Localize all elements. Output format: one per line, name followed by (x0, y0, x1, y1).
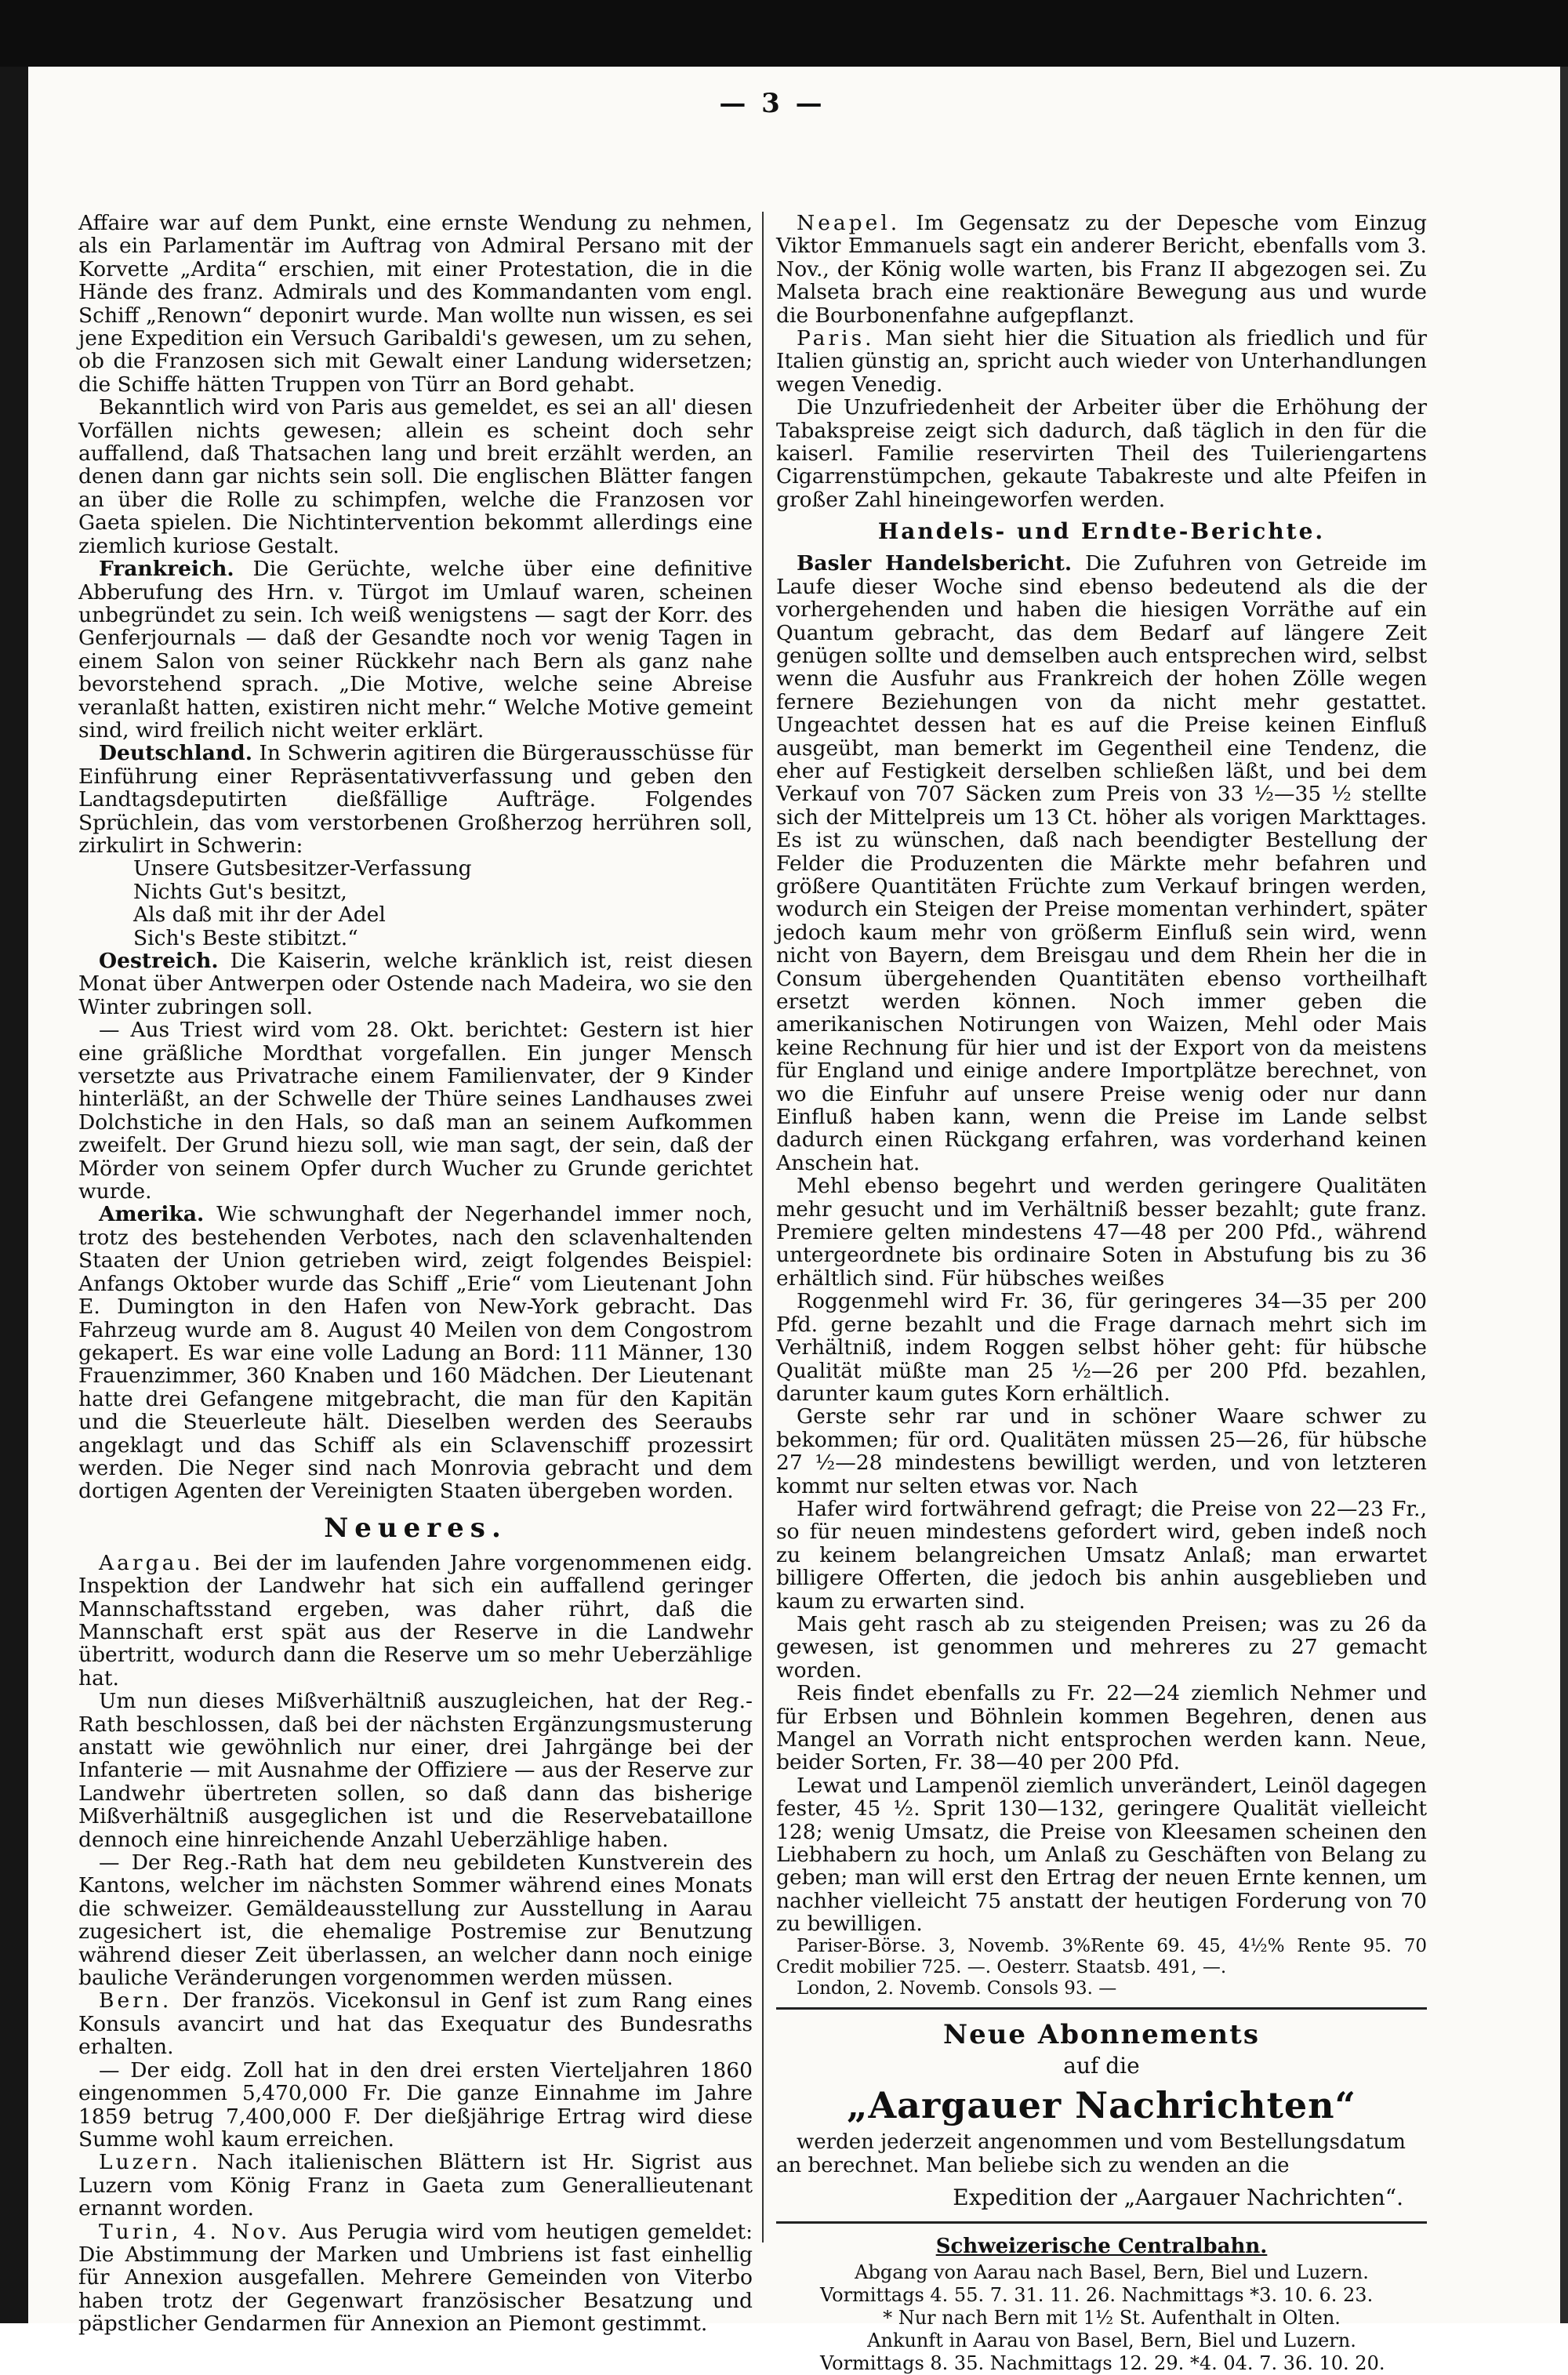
article-luzern (78, 2151, 753, 2220)
article-turin (78, 2221, 753, 2336)
article-basler (776, 552, 1427, 1175)
poem-line: Nichts Gut's besitzt, (133, 879, 347, 904)
article-paragraph: — Der Reg.-Rath hat dem neu gebildeten Kunstverein des Kantons, welcher im nächsten Sommer während eines Monats die schweizer. Gemäldeausstellung zur Ausstellung in Aarau zugesichert ist, die ehemalige Postremise zur Benutzung während dieser Zeit überlassen, an welcher dann noch einige bauliche Veränderungen vorgenommen werden müssen. (78, 1850, 753, 1991)
article-aargau (78, 1552, 753, 1690)
page-number: — 3 — (719, 88, 826, 119)
article-frankreich (78, 557, 753, 742)
article-paragraph: Um nun dieses Mißverhältniß auszugleichen, hat der Reg.-Rath beschlossen, daß bei der nächsten Ergänzungsmusterung anstatt wie gewöhnlich nur einer, drei Jahrgänge bei der Infanterie — mit Ausnahme der Offiziere — aus der Reserve zur Landwehr übertreten sollen, so daß dann das bisherige Mißverhältniß ausgeglichen ist und die Reservebataillone dennoch eine hinreichende Anzahl Ueberzählige haben. (78, 1689, 753, 1852)
poem-line: Unsere Gutsbesitzer-Verfassung (133, 856, 472, 881)
section-keyword: Oestreich. (99, 949, 219, 973)
article-paragraph: — Der eidg. Zoll hat in den drei ersten Vierteljahren 1860 eingenommen 5,470,000 Fr. Die ganze Einnahme im Jahre 1859 betrug 7,400,000 F. Der dießjährige Ertrag wird diese Summe wohl kaum erreichen. (78, 2057, 753, 2152)
section-keyword: Amerika. (99, 1202, 205, 1227)
market-report-gerste: Gerste sehr rar und in schöner Waare schwer zu bekommen; für ord. Qualitäten müssen 25—26, für hübsche 27 ½—28 mindestens bewilligt werden, und von letzteren kommt nur selten etwas vor. Nach (776, 1404, 1427, 1498)
article-paris (776, 327, 1427, 396)
article-text: Die Kaiserin, welche kränklich ist, reist diesen Monat über Antwerpen oder Ostende nach Madeira, wo sie den Winter zubringen soll. (78, 949, 753, 1019)
timetable-line: Vormittags 8. 35. Nachmittags 12. 29. *4. 04. 7. 36. 10. 20. (820, 2351, 1385, 2374)
article-deutschland (78, 742, 753, 857)
article-paragraph: Affaire war auf dem Punkt, eine ernste Wendung zu nehmen, als ein Parlamentär im Auftrag von Admiral Persano mit der Korvette „Ardita“ erschien, mit einer Protestation, die in die Hände des franz. Admirals und des Kommandanten vom engl. Schiff „Renown“ deponirt wurde. Man wollte nun wissen, es sei jene Expedition ein Versuch Garibaldi's gewesen, um zu sehen, ob die Franzosen sich mit Gewalt einer Landung widersetzen; die Schiffe hätten Truppen von Türr an Bord gehabt. (78, 211, 753, 397)
article-text: Die Zufuhren von Getreide im Laufe dieser Woche sind ebenso bedeutend als die der vorhergehenden und haben die hiesigen Vorräthe auf ein Quantum gebracht, das dem Bedarf auf längere Zeit genügen sollte und demselben auch entsprechen wird, selbst wenn die Ausfuhr aus Frankreich der hohen Zölle wegen fernere Beziehungen von da nicht mehr gestattet. Ungeachtet dessen hat es auf die Preise keinen Einfluß ausgeübt, man bemerkt im Gegentheil eine Tendenz, die eher auf Festigkeit derselben schließen läßt, und bei dem Verkauf von 707 Säcken zum Preis von 33 ½—35 ½ stellte sich der Mittelpreis um 13 Ct. höher als vorigen Markttages. Es ist zu wünschen, daß nach beendigter Bestellung der Felder die Produzenten die Märkte mehr befahren und größere Quantitäten Früchte zum Verkauf bringen werden, wodurch ein Steigen der Preise momentan verhindert, später jedoch kaum mehr von größerm Einfluß sein wird, wenn nicht von Bayern, dem Breisgau und dem Rhein her die in Consum übergehenden Quantitäten ebenso vortheilhaft ersetzt werden können. Noch immer geben die amerikanischen Notirungen von Waizen, Mehl oder Mais keine Rechnung für hier und ist der Export von da meistens für England und einige andere Importplätze berechnet, von wo die Einfuhr auf unsere Preise wenig oder nur dann Einfluß haben kann, wenn die Preise im Lande selbst dadurch einen Rückgang erfahren, was vorderhand keinen Anschein hat. (776, 551, 1427, 1175)
section-keyword: Basler Handelsbericht. (797, 551, 1073, 576)
advertisement-rule-bottom (776, 2221, 1427, 2224)
timetable-line: Abgang von Aarau nach Basel, Bern, Biel und Luzern. (855, 2261, 1369, 2283)
advertisement-rule-top (776, 2007, 1427, 2010)
poem-line: Sich's Beste stibitzt.“ (133, 925, 358, 950)
article-text: Der französ. Vicekonsul in Genf ist zum Rang eines Konsuls avancirt und hat das Exequatur des Bundesraths erhalten. (78, 1988, 753, 2060)
article-text: Im Gegensatz zu der Depesche vom Einzug Viktor Emmanuels sagt ein anderer Bericht, ebenfalls vom 3. Nov., der König wolle warten, bis Franz II abgezogen sei. Zu Malseta brach eine reaktionäre Bewegung aus und wurde die Bourbonenfahne aufgepflanzt. (776, 211, 1427, 328)
market-report-mehl: Mehl ebenso begehrt und werden geringere Qualitäten mehr gesucht und im Verhältniß besser bezahlt; gute franz. Premiere gelten mindestens 47—48 per 200 Pfd., während untergeordnete bis ordinaire Soten in Abstufung bis zu 36 erhältlich sind. Für hübsches weißes (776, 1174, 1427, 1291)
article-text: In Schwerin agitiren die Bürgerausschüsse für Einführung einer Repräsentativverfassung und geben den Landtagsdeputirten dießfällige Aufträge. Folgendes Sprüchlein, das vom verstorbenen Großherzog herrühren soll, zirkulirt in Schwerin: (78, 741, 753, 858)
timetable-line: Vormittags 4. 55. 7. 31. 11. 26. Nachmittags *3. 10. 6. 23. (820, 2283, 1374, 2306)
article-text: Man sieht hier die Situation als friedlich und für Italien günstig an, spricht auch wieder von Unterhandlungen wegen Venedig. (776, 326, 1427, 397)
market-report-lewat: Lewat und Lampenöl ziemlich unverändert, Leinöl dagegen fester, 45 ½. Sprit 130—132, geringere Qualität vielleicht 128; wenig Umsatz, die Preise von Kleesamen scheinen den Liebhabern zu hoch, um Anlaß zu Geschäften von Belang zu geben; man will erst den Ertrag der neuen Ernte kennen, um nachher vielleicht 75 anstatt der heutigen Forderung von 70 zu bewilligen. (776, 1773, 1427, 1937)
poem-line: Als daß mit ihr der Adel (133, 902, 386, 928)
section-keyword: Aargau. (99, 1550, 204, 1575)
scan-border-right (1560, 67, 1568, 2323)
article-text: Wie schwunghaft der Negerhandel immer noch, trotz des bestehenden Verbotes, nach den sclavenhaltenden Staaten der Union getrieben wird, zeigt folgendes Beispiel: Anfangs Oktober wurde das Schiff „Erie“ vom Lieutenant John E. Dumington in den Hafen von New-York gebracht. Das Fahrzeug wurde am 8. August 40 Meilen von dem Congostrom gekapert. Es war eine volle Ladung an Bord: 111 Männer, 130 Frauenzimmer, 360 Knaben und 160 Mädchen. Der Lieutenant hatte drei Gefangene mitgebracht, die man für den Kapitän und die Steuerleute hält. Dieselben werden des Seeraubs angeklagt und das Schiff als ein Sclavenschiff prozessirt werden. Die Neger sind nach Monrovia gebracht und dem dortigen Agenten der Vereinigten Staaten übergeben worden. (78, 1202, 753, 1504)
article-bern (78, 1989, 753, 2058)
market-report-roggen: Roggenmehl wird Fr. 36, für geringeres 34—35 per 200 Pfd. gerne bezahlt und die Frage darnach mehrt sich im Verhältniß, indem Roggen selbst höher geht: für hübsche Qualität müßte man 25 ½—26 per 200 Pfd. bezahlen, darunter kaum gutes Korn erhältlich. (776, 1289, 1427, 1406)
section-keyword: Deutschland. (99, 741, 252, 766)
scan-border-left (0, 67, 28, 2323)
stock-exchange-paris: Pariser-Börse. 3, Novemb. 3%Rente 69. 45, 4½% Rente 95. 70 Credit mobilier 725. —. Oesterr. Staatsb. 491, —. (776, 1935, 1427, 1977)
article-neapel (776, 212, 1427, 327)
article-text: Bei der im laufenden Jahre vorgenommenen eidg. Inspektion der Landwehr hat sich ein auffallend geringer Mannschaftsstand ergeben, was daher rührt, daß die Mannschaft erst spät aus der Reserve in die Landwehr übertritt, wodurch dann die Reserve um so mehr Ueberzählige hat. (78, 1550, 753, 1690)
article-paragraph: — Aus Triest wird vom 28. Okt. berichtet: Gestern ist hier eine gräßliche Mordthat vorgefallen. Ein junger Mensch versetzte aus Privatrache einem Familienvater, der 9 Kinder hinterläßt, an der Schwelle der Thüre seines Landhauses zwei Dolchstiche in den Hals, so daß man an seinem Aufkommen zweifelt. Der Grund hiezu soll, wie man sagt, der sein, daß der Mörder von seinem Opfer durch Wucher zu Grunde gerichtet wurde. (78, 1018, 753, 1204)
market-report-reis: Reis findet ebenfalls zu Fr. 22—24 ziemlich Nehmer und für Erbsen und Böhnlein kommen Begehren, denen aus Mangel an Vorrath nicht entsprochen werden kann. Neue, beider Sorten, Fr. 38—40 per 200 Pfd. (776, 1681, 1427, 1775)
advertisement-text: werden jederzeit angenommen und vom Bestellungsdatum an berechnet. Man beliebe sich zu wenden an die (776, 2130, 1406, 2177)
left-column (78, 212, 753, 2336)
market-report-hafer: Hafer wird fortwährend gefragt; die Preise von 22—23 Fr., so für neuen mindestens gefordert wird, geben indeß noch zu keinem belangreichen Umsatz Anlaß; man erwartet billigere Offerten, die jedoch bis anhin ausgeblieben und kaum zu erwarten sind. (776, 1496, 1427, 1614)
advertisement-sub: auf die (1063, 2052, 1140, 2079)
article-text: Die Gerüchte, welche über eine definitive Abberufung des Hrn. v. Türgot im Umlauf waren, scheinen unbegründet zu sein. Ich weiß wenigstens — sagt der Korr. des Genferjournals — daß der Gesandte noch vor wenig Tagen in einem Salon von seiner Rückkehr nach Bern als ganz nahe bevorstehend sprach. „Die Motive, welche seine Abreise veranlaßt hatten, existiren nicht mehr.“ Welche Motive gemeint sind, wird freilich nicht weiter erklärt. (78, 557, 753, 743)
right-column (776, 212, 1427, 2375)
timetable-line: * Nur nach Bern mit 1½ St. Aufenthalt in Olten. (883, 2306, 1341, 2329)
section-keyword: Bern. (99, 1988, 172, 2014)
article-amerika (78, 1203, 753, 1502)
timetable-title: Schweizerische Centralbahn. (935, 2234, 1268, 2258)
section-keyword: Turin, 4. Nov. (99, 2219, 291, 2244)
section-heading-handel: Handels- und Erndte-Berichte. (877, 518, 1326, 545)
column-divider (762, 212, 764, 2242)
advertisement-expedition: Expedition der „Aargauer Nachrichten“. (953, 2184, 1403, 2210)
article-text: Nach italienischen Blättern ist Hr. Sigrist aus Luzern vom König Franz in Gaeta zum Generallieutenant ernannt worden. (78, 2150, 753, 2221)
section-keyword: Frankreich. (99, 557, 234, 582)
advertisement-title: Neue Abonnements (943, 2018, 1260, 2050)
timetable-line: Ankunft in Aarau von Basel, Bern, Biel und Luzern. (867, 2329, 1356, 2351)
article-oestreich (78, 950, 753, 1019)
stock-exchange-london: London, 2. Novemb. Consols 93. — (797, 1977, 1117, 1999)
advertisement-newspaper-name: „Aargauer Nachrichten“ (846, 2083, 1356, 2126)
section-keyword: Paris. (797, 326, 875, 351)
article-text: Aus Perugia wird vom heutigen gemeldet: Die Abstimmung der Marken und Umbriens ist fast einhellig für Annexion ausgefallen. Mehrere Gemeinden von Viterbo haben trotz der Gegenwart französischer Besatzung und päpstlicher Gendarmen für Annexion an Piemont gestimmt. (78, 2219, 753, 2337)
article-paragraph: Die Unzufriedenheit der Arbeiter über die Erhöhung der Tabakspreise zeigt sich dadurch, daß täglich in den für die kaiserl. Familie reservirten Theil des Tuileriengartens Cigarrenstümpchen, gekaute Tabakreste und alte Pfeifen in großer Zahl hineingeworfen werden. (776, 395, 1427, 512)
section-keyword: Luzern. (99, 2150, 201, 2175)
scan-border-top (0, 0, 1568, 67)
section-keyword: Neapel. (797, 211, 901, 235)
article-paragraph: Bekanntlich wird von Paris aus gemeldet, es sei an all' diesen Vorfällen nichts gewesen; allein es scheint doch sehr auffallend, daß Thatsachen lang und breit erzählt werden, an denen dann gar nichts sein soll. Die englischen Blätter fangen an über die Rolle zu schimpfen, welche die Franzosen vor Gaeta spielen. Die Nichtintervention bekommt allerdings eine ziemlich kuriose Gestalt. (78, 395, 753, 558)
section-heading-neueres: Neueres. (324, 1512, 507, 1544)
market-report-mais: Mais geht rasch ab zu steigenden Preisen; was zu 26 da gewesen, ist genommen und mehreres zu 27 gemacht worden. (776, 1611, 1427, 1683)
